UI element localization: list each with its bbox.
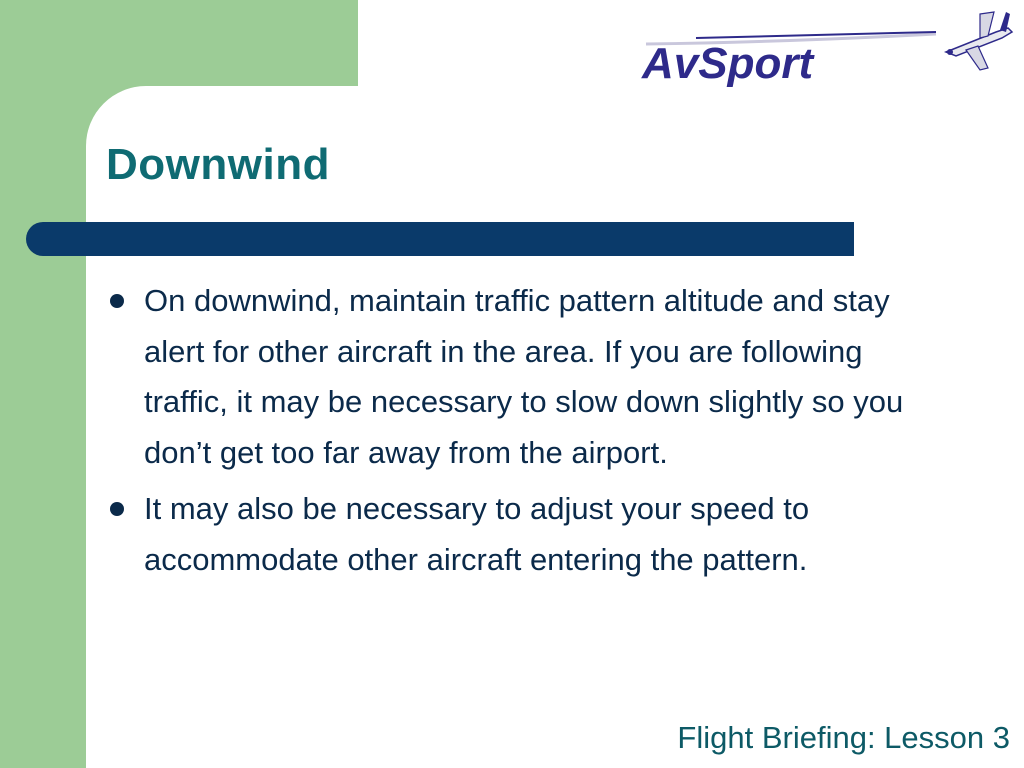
airplane-icon xyxy=(636,4,1016,90)
title-underline-bar xyxy=(26,222,854,256)
slide-title: Downwind xyxy=(106,140,330,189)
bullet-text: It may also be necessary to adjust your speed to accommodate other aircraft entering the pattern. xyxy=(144,491,810,577)
bullet-text: On downwind, maintain traffic pattern altitude and stay alert for other aircraft in the area. If you are following traffic, it may be necessary to slow down slightly so you don’t get too far away from the airport. xyxy=(144,283,904,470)
bullet-list xyxy=(108,276,948,591)
avsport-logo xyxy=(636,4,1016,90)
list-item xyxy=(108,484,948,585)
logo-wordmark: AvSport xyxy=(642,39,814,88)
footer-text: Flight Briefing: Lesson 3 xyxy=(677,720,1010,755)
list-item xyxy=(108,276,948,478)
bullet-dot-icon xyxy=(110,502,124,516)
bullet-dot-icon xyxy=(110,294,124,308)
